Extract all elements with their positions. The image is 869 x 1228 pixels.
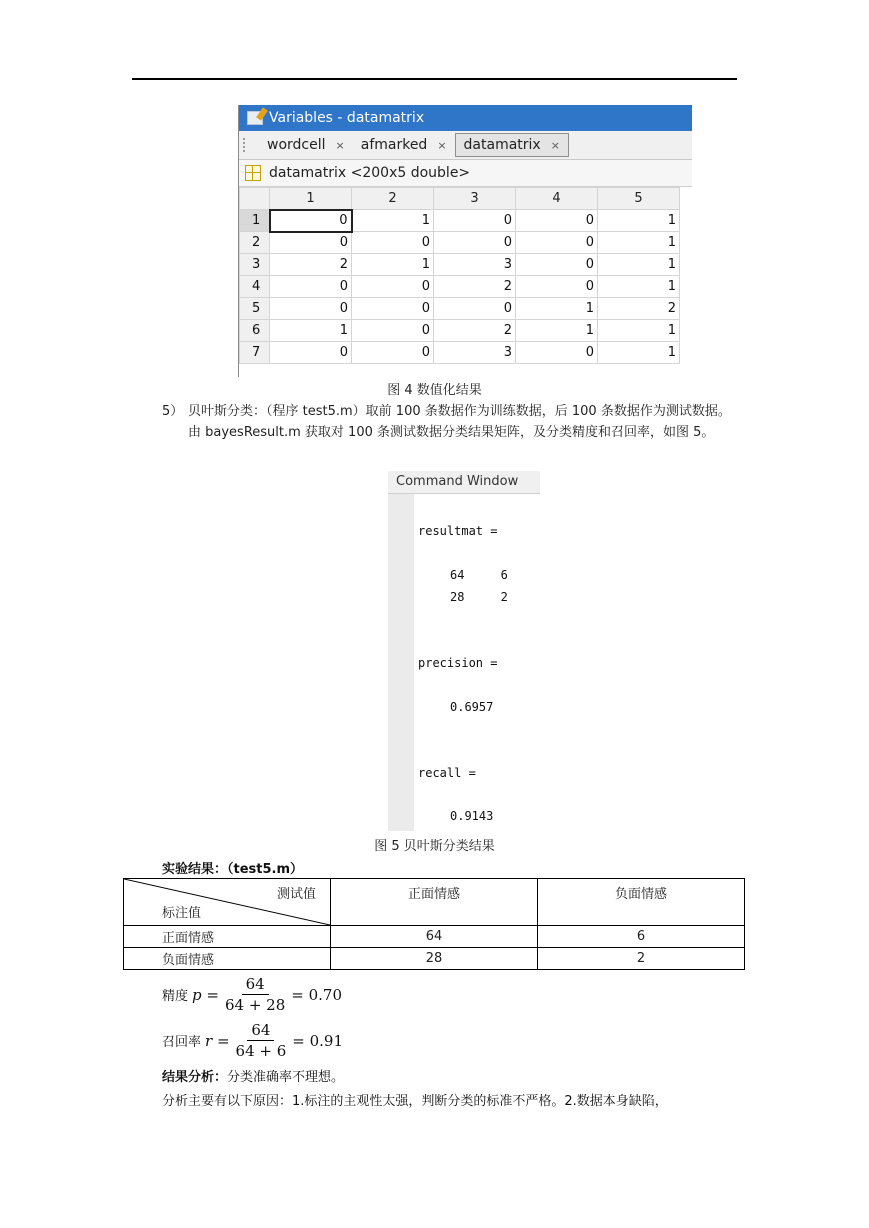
row-header[interactable]: 4	[240, 276, 270, 298]
drag-grip-icon[interactable]	[243, 138, 251, 152]
matrix-cell[interactable]: 0	[434, 210, 516, 232]
matrix-cell[interactable]: 0	[270, 298, 352, 320]
analysis-line	[162, 1066, 344, 1085]
formula-var: p =	[192, 985, 219, 1004]
column-header[interactable]: 5	[598, 188, 680, 210]
row-label: 正面情感	[124, 926, 331, 948]
matrix-cell[interactable]: 1	[598, 210, 680, 232]
matrix-cell[interactable]: 2	[598, 298, 680, 320]
table-row	[240, 276, 680, 298]
matrix-cell[interactable]: 0	[270, 342, 352, 364]
resultmat-row: 28 2	[450, 590, 508, 604]
matrix-cell[interactable]: 0	[352, 298, 434, 320]
matrix-cell[interactable]: 1	[516, 320, 598, 342]
variables-window-title: Variables - datamatrix	[269, 110, 425, 126]
matrix-cell[interactable]: 0	[270, 210, 352, 232]
variable-info-bar	[239, 160, 692, 187]
matrix-cell[interactable]: 0	[434, 232, 516, 254]
matrix-header-row	[240, 188, 680, 210]
matrix-cell[interactable]: 3	[434, 254, 516, 276]
table-row	[240, 232, 680, 254]
matrix-cell[interactable]: 1	[352, 210, 434, 232]
variables-window	[238, 105, 692, 377]
table-cell: 2	[538, 948, 745, 970]
matrix-cell[interactable]: 0	[516, 254, 598, 276]
formula-fraction	[225, 974, 285, 1015]
numerator: 64	[242, 974, 269, 995]
column-header[interactable]: 2	[352, 188, 434, 210]
experiment-label: 实验结果：（test5.m）	[162, 862, 304, 877]
formula-result: = 0.70	[291, 985, 342, 1004]
formula-result: = 0.91	[292, 1031, 344, 1050]
row-header[interactable]: 1	[240, 210, 270, 232]
formula-var: r =	[205, 1031, 230, 1050]
step-number: 5）	[162, 404, 184, 419]
matrix-cell[interactable]: 0	[516, 210, 598, 232]
recall-formula	[162, 1020, 343, 1061]
numerator: 64	[247, 1020, 274, 1041]
denominator: 64 + 6	[235, 1042, 287, 1060]
matrix-corner	[240, 188, 270, 210]
matrix-cell[interactable]: 0	[516, 232, 598, 254]
row-header[interactable]: 7	[240, 342, 270, 364]
analysis-label: 结果分析：	[162, 1070, 228, 1085]
matrix-cell[interactable]: 2	[270, 254, 352, 276]
matrix-cell[interactable]: 1	[598, 254, 680, 276]
table-row	[124, 879, 745, 926]
analysis-reasons: 分析主要有以下原因：1.标注的主观性太强，判断分类的标准不严格。2.数据本身缺陷，	[162, 1094, 668, 1109]
precision-label: precision =	[418, 656, 498, 670]
command-window	[388, 471, 540, 831]
recall-label: recall =	[418, 766, 476, 780]
column-header[interactable]: 1	[270, 188, 352, 210]
table-cell: 6	[538, 926, 745, 948]
close-icon[interactable]: ×	[550, 138, 560, 152]
matrix-cell[interactable]: 1	[270, 320, 352, 342]
tab-afmarked[interactable]	[353, 134, 455, 156]
header-test-value: 测试值	[276, 887, 316, 902]
matrix-cell[interactable]: 1	[352, 254, 434, 276]
command-window-title: Command Window	[388, 471, 540, 494]
row-header[interactable]: 2	[240, 232, 270, 254]
matrix-cell[interactable]: 0	[434, 298, 516, 320]
tab-datamatrix[interactable]	[455, 133, 569, 157]
matrix-cell[interactable]: 0	[352, 342, 434, 364]
result-table	[123, 878, 745, 970]
step5-paragraph	[162, 401, 738, 443]
matrix-cell[interactable]: 1	[516, 298, 598, 320]
variable-tabs	[239, 131, 692, 160]
tab-label: afmarked	[360, 137, 428, 153]
diagonal-header-cell	[124, 879, 331, 926]
close-icon[interactable]: ×	[437, 138, 447, 152]
matrix-cell[interactable]: 1	[598, 342, 680, 364]
matrix-cell[interactable]: 0	[516, 342, 598, 364]
matrix-cell[interactable]: 1	[598, 320, 680, 342]
precision-formula	[162, 974, 342, 1015]
close-icon[interactable]: ×	[335, 138, 345, 152]
table-cell: 64	[331, 926, 538, 948]
table-row	[240, 254, 680, 276]
formula-fraction	[236, 1020, 287, 1061]
precision-value: 0.6957	[450, 700, 494, 714]
variable-editor-icon	[247, 111, 263, 125]
header-rule	[132, 78, 737, 80]
column-header[interactable]: 3	[434, 188, 516, 210]
figure4-caption: 图 4 数值化结果	[387, 383, 482, 398]
matrix-cell[interactable]: 0	[516, 276, 598, 298]
matrix-cell[interactable]: 2	[434, 320, 516, 342]
table-row	[240, 342, 680, 364]
tab-wordcell[interactable]	[259, 134, 353, 156]
matrix-cell[interactable]: 2	[434, 276, 516, 298]
command-window-gutter	[388, 494, 414, 831]
column-header: 正面情感	[331, 879, 538, 926]
column-header: 负面情感	[538, 879, 745, 926]
formula-prefix: 精度	[162, 989, 189, 1004]
resultmat-label: resultmat =	[418, 524, 498, 538]
table-row	[240, 320, 680, 342]
recall-value: 0.9143	[450, 809, 494, 823]
matrix-cell[interactable]: 1	[598, 276, 680, 298]
header-label-value: 标注值	[162, 906, 202, 921]
resultmat-row: 64 6	[450, 568, 508, 582]
figure5-caption: 图 5 贝叶斯分类结果	[374, 839, 495, 854]
table-cell: 28	[331, 948, 538, 970]
denominator: 64 + 28	[224, 996, 286, 1014]
tab-label: wordcell	[267, 137, 326, 153]
matrix-cell[interactable]: 0	[270, 276, 352, 298]
variable-info-text: datamatrix <200x5 double>	[269, 165, 471, 181]
matrix-cell[interactable]: 0	[352, 232, 434, 254]
table-row	[240, 298, 680, 320]
matrix-table	[239, 187, 680, 364]
matrix-cell[interactable]: 0	[352, 276, 434, 298]
row-header[interactable]: 3	[240, 254, 270, 276]
tab-label: datamatrix	[463, 137, 541, 153]
matrix-cell[interactable]: 0	[352, 320, 434, 342]
table-row	[240, 210, 680, 232]
variables-window-titlebar	[239, 105, 692, 131]
row-label: 负面情感	[124, 948, 331, 970]
formula-prefix: 召回率	[162, 1035, 202, 1050]
step5-text: 贝叶斯分类：（程序 test5.m）取前 100 条数据作为训练数据，后 100 条数据作为测试数据。由 bayesResult.m 获取对 100 条测试数据分类结果矩阵，及分类精度和召回率，如图 5。	[188, 404, 731, 440]
matrix-cell[interactable]: 3	[434, 342, 516, 364]
analysis-text: 分类准确率不理想。	[227, 1070, 345, 1085]
matrix-cell[interactable]: 0	[270, 232, 352, 254]
row-header[interactable]: 6	[240, 320, 270, 342]
table-row	[124, 926, 745, 948]
row-header[interactable]: 5	[240, 298, 270, 320]
matrix-cell[interactable]: 1	[598, 232, 680, 254]
column-header[interactable]: 4	[516, 188, 598, 210]
matrix-grid-icon	[245, 165, 261, 181]
table-row	[124, 948, 745, 970]
